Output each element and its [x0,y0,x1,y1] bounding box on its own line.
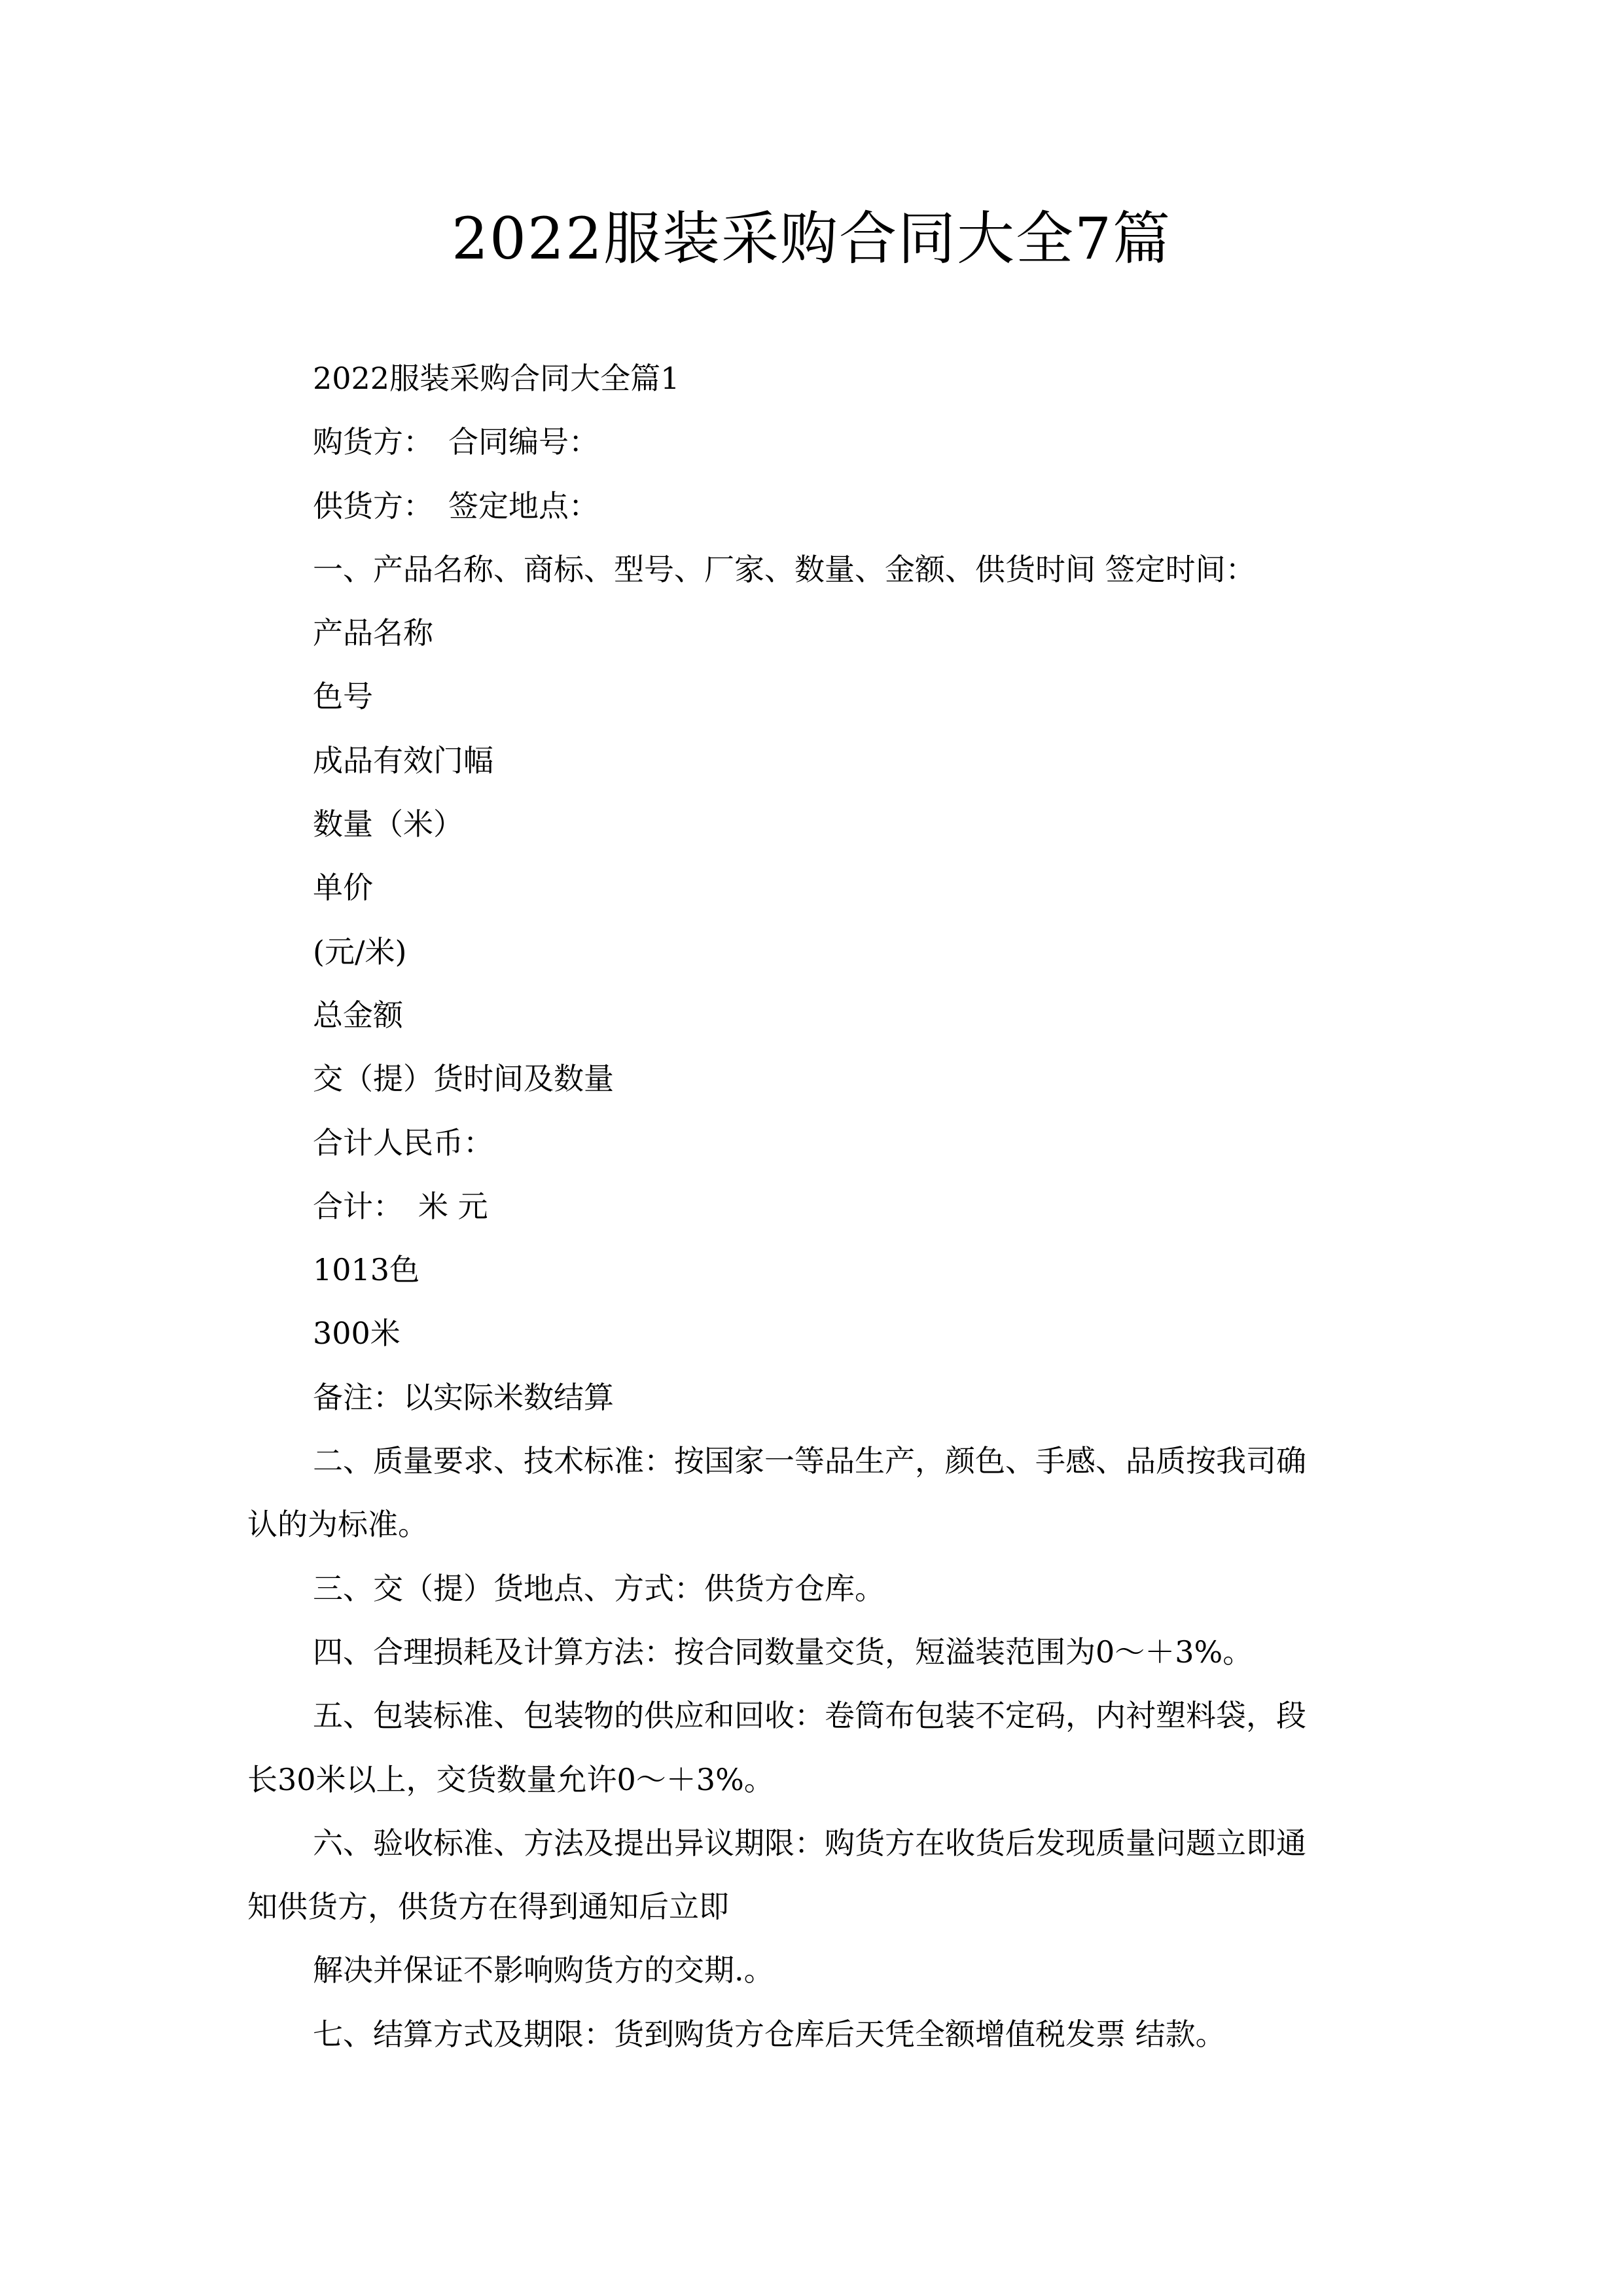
clause-1-heading: 一、产品名称、商标、型号、厂家、数量、金额、供货时间 签定时间： [313,551,1256,587]
clause-5-line-2: 长30米以上，交货数量允许0～＋3%。 [247,1761,774,1797]
clause-4: 四、合理损耗及计算方法：按合同数量交货，短溢装范围为0～＋3%。 [313,1634,1253,1670]
label-unit-price: 单价 [313,870,373,906]
label-product-name: 产品名称 [313,615,433,651]
clause-6 [247,1812,1380,1939]
clause-5-line-1: 五、包装标准、包装物的供应和回收：卷筒布包装不定码，内衬塑料袋，段 [313,1698,1306,1734]
label-total-rmb: 合计人民币： [313,1124,493,1160]
clause-7: 七、结算方式及期限：货到购货方仓库后天凭全额增值税发票 结款。 [313,2016,1226,2052]
clause-2 [247,1429,1380,1557]
supplier-signing-place-line: 供货方： 签定地点： [313,488,599,524]
clause-5 [247,1684,1380,1812]
label-total-meters-yuan: 合计： 米 元 [313,1188,488,1224]
document-title: 2022服装采购合同大全7篇 [452,205,1171,272]
clause-6-line-2: 知供货方，供货方在得到通知后立即 [247,1889,729,1925]
label-color-number: 色号 [313,679,373,715]
label-unit-price-unit: (元/米) [313,933,407,969]
remark-line: 备注：以实际米数结算 [313,1379,614,1415]
section-heading: 2022服装采购合同大全篇1 [313,361,680,396]
label-quantity-meters: 数量（米） [313,806,463,842]
label-total-amount: 总金额 [313,997,403,1033]
clause-3: 三、交（提）货地点、方式：供货方仓库。 [313,1570,885,1606]
label-effective-width: 成品有效门幅 [313,742,493,778]
clause-6-extra: 解决并保证不影响购货方的交期.。 [313,1952,774,1988]
clause-2-line-2: 认的为标准。 [247,1507,428,1543]
buyer-contract-number-line: 购货方： 合同编号： [313,424,599,460]
value-color-1013: 1013色 [313,1252,420,1288]
value-300-meters: 300米 [313,1316,401,1352]
clause-6-line-1: 六、验收标准、方法及提出异议期限：购货方在收货后发现质量问题立即通 [313,1825,1306,1861]
document-body [247,347,1380,2066]
clause-2-line-1: 二、质量要求、技术标准：按国家一等品生产，颜色、手感、品质按我司确 [313,1443,1306,1479]
label-delivery-time-quantity: 交（提）货时间及数量 [313,1061,614,1097]
